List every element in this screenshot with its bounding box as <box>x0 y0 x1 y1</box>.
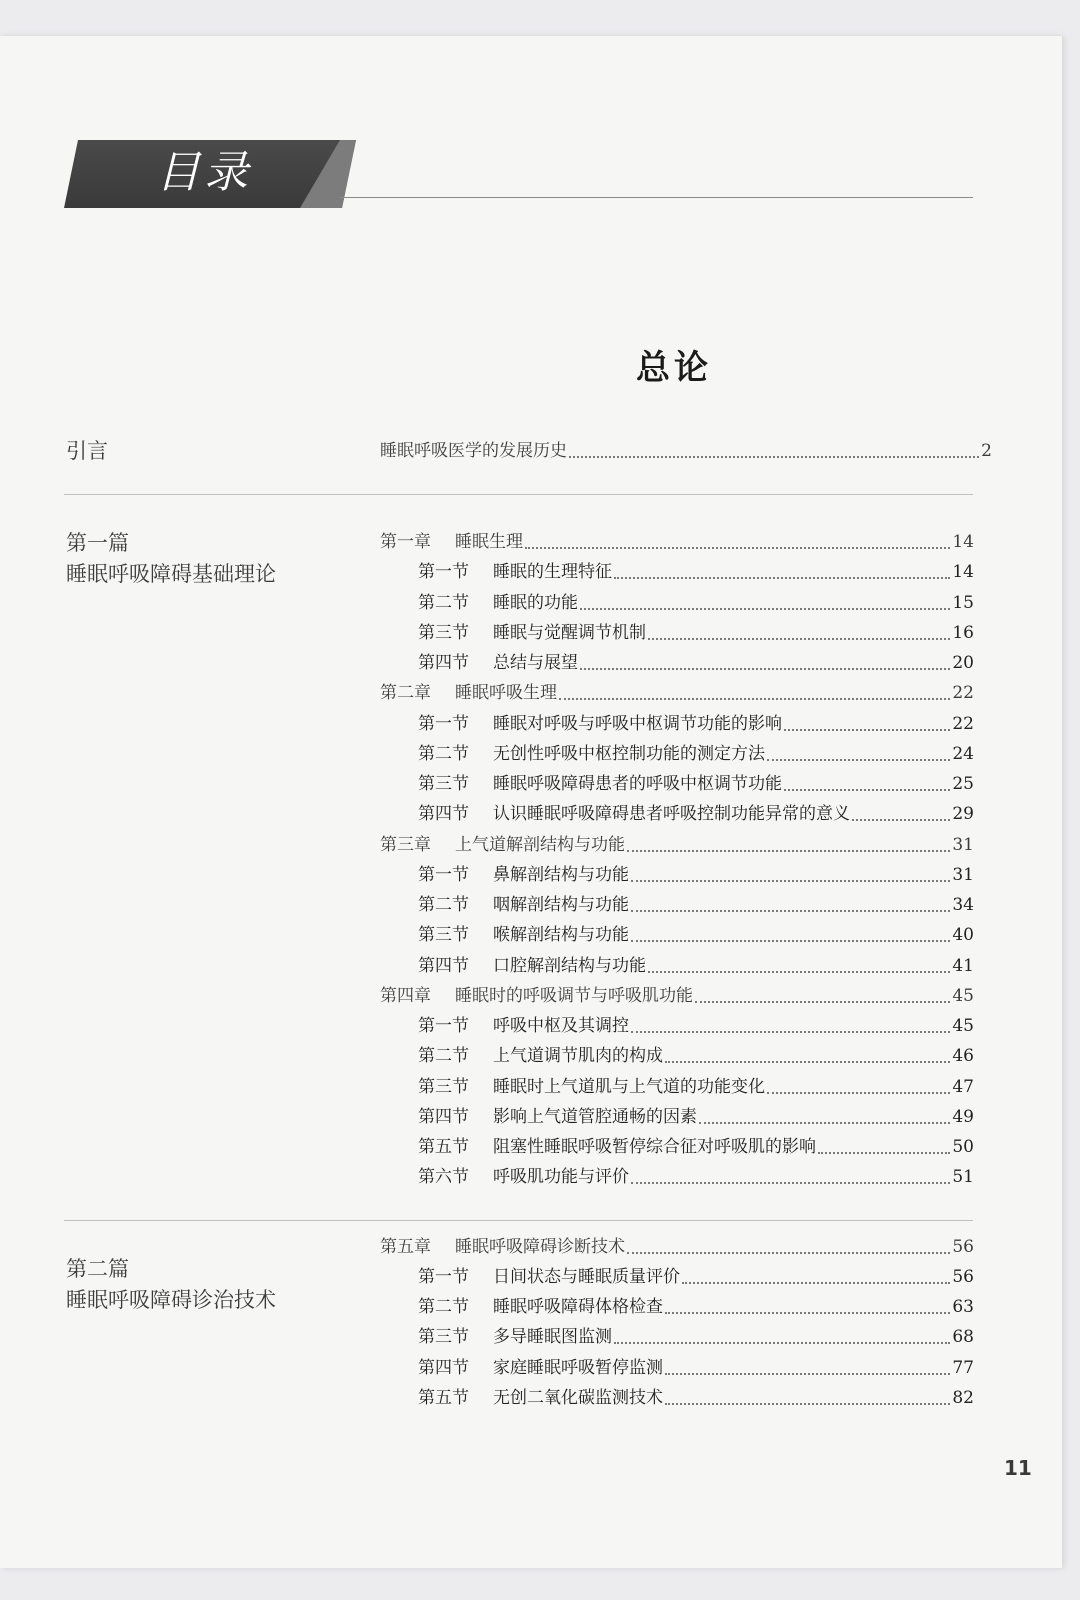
toc-entry-page: 24 <box>952 744 974 764</box>
toc-section-entry[interactable] <box>418 1136 974 1160</box>
toc-entry-title: 睡眠时的呼吸调节与呼吸肌功能 <box>455 986 693 1006</box>
toc-section-entry[interactable] <box>418 1166 974 1190</box>
toc-entry-title: 认识睡眠呼吸障碍患者呼吸控制功能异常的意义 <box>493 804 850 824</box>
toc-section-entry[interactable] <box>418 743 974 767</box>
toc-entry-title: 咽解剖结构与功能 <box>493 895 629 915</box>
dot-leader <box>631 1031 950 1033</box>
dot-leader <box>852 819 950 821</box>
toc-entry-page: 16 <box>952 623 974 643</box>
dot-leader <box>665 1312 950 1314</box>
toc-entry-title: 无创性呼吸中枢控制功能的测定方法 <box>493 744 765 764</box>
toc-entry-page: 82 <box>952 1388 974 1408</box>
toc-entry-title: 呼吸中枢及其调控 <box>493 1016 629 1036</box>
toc-entry-number: 第四节 <box>418 956 469 976</box>
toc-entry-page: 45 <box>952 986 974 1006</box>
toc-entry-page: 34 <box>952 895 974 915</box>
dot-leader <box>525 547 950 549</box>
toc-entry-page: 46 <box>952 1046 974 1066</box>
dot-leader <box>631 1182 950 1184</box>
toc-section-entry[interactable] <box>418 773 974 797</box>
dot-leader <box>682 1282 950 1284</box>
toc-entry-number: 第一章 <box>380 532 431 552</box>
toc-entry-page: 29 <box>952 804 974 824</box>
toc-entry-title: 阻塞性睡眠呼吸暂停综合征对呼吸肌的影响 <box>493 1137 816 1157</box>
toc-entry-number: 第三节 <box>418 925 469 945</box>
toc-entry-number: 第三节 <box>418 623 469 643</box>
toc-chapter-entry[interactable] <box>380 682 974 706</box>
toc-entry-title: 睡眠呼吸障碍患者的呼吸中枢调节功能 <box>493 774 782 794</box>
toc-section-entry[interactable] <box>418 1015 974 1039</box>
toc-entry-page: 50 <box>952 1137 974 1157</box>
toc-entry-number: 第二章 <box>380 683 431 703</box>
toc-section-entry[interactable] <box>418 894 974 918</box>
toc-section-entry[interactable] <box>418 1296 974 1320</box>
dot-leader <box>580 668 950 670</box>
dot-leader <box>784 789 950 791</box>
toc-entry-number: 第四节 <box>418 653 469 673</box>
toc-entry-number: 第四节 <box>418 1358 469 1378</box>
toc-entry-number: 第一节 <box>418 1267 469 1287</box>
toc-entry-title: 睡眠的功能 <box>493 593 578 613</box>
dot-leader <box>559 698 950 700</box>
toc-entry-title: 上气道解剖结构与功能 <box>455 835 625 855</box>
toc-section-entry[interactable] <box>418 803 974 827</box>
toc-section-entry[interactable] <box>418 1106 974 1130</box>
toc-entry-title: 影响上气道管腔通畅的因素 <box>493 1107 697 1127</box>
toc-entry-title: 日间状态与睡眠质量评价 <box>493 1267 680 1287</box>
toc-chapter-entry[interactable] <box>380 985 974 1009</box>
toc-section-entry[interactable] <box>418 592 974 616</box>
toc-section-entry[interactable] <box>418 924 974 948</box>
toc-entry-title: 睡眠生理 <box>455 532 523 552</box>
toc-entry-page: 22 <box>952 714 974 734</box>
toc-section-entry[interactable] <box>418 561 974 585</box>
toc-section-entry[interactable] <box>418 622 974 646</box>
toc-entry-page: 47 <box>952 1077 974 1097</box>
toc-entry-number: 第四节 <box>418 804 469 824</box>
toc-entry-number: 第四节 <box>418 1107 469 1127</box>
toc-entry-number: 第三节 <box>418 1077 469 1097</box>
toc-entry-page: 40 <box>952 925 974 945</box>
toc-entry-number: 第四章 <box>380 986 431 1006</box>
toc-entry-title: 总结与展望 <box>493 653 578 673</box>
toc-chapter-entry[interactable] <box>380 1236 974 1260</box>
toc-entry-title: 多导睡眠图监测 <box>493 1327 612 1347</box>
toc-entry-page: 20 <box>952 653 974 673</box>
toc-entry-page: 63 <box>952 1297 974 1317</box>
toc-entry-title: 睡眠的生理特征 <box>493 562 612 582</box>
dot-leader <box>627 850 950 852</box>
dot-leader <box>648 971 950 973</box>
toc-entry-number: 第五章 <box>380 1237 431 1257</box>
dot-leader <box>665 1061 950 1063</box>
part-1-number: 第一篇 <box>66 531 129 555</box>
toc-entry-title: 家庭睡眠呼吸暂停监测 <box>493 1358 663 1378</box>
dot-leader <box>614 1342 950 1344</box>
toc-entry-number: 第三节 <box>418 774 469 794</box>
part-2-title: 睡眠呼吸障碍诊治技术 <box>66 1288 276 1312</box>
page-number: 11 <box>1004 1456 1032 1480</box>
toc-entry-page: 14 <box>952 562 974 582</box>
toc-entry-page: 31 <box>952 835 974 855</box>
toc-entry-page: 68 <box>952 1327 974 1347</box>
dot-leader <box>665 1373 950 1375</box>
toc-entry-title: 鼻解剖结构与功能 <box>493 865 629 885</box>
toc-entry-title: 口腔解剖结构与功能 <box>493 956 646 976</box>
toc-entry-title: 睡眠呼吸障碍诊断技术 <box>455 1237 625 1257</box>
dot-leader <box>631 910 950 912</box>
toc-section-entry[interactable] <box>418 1045 974 1069</box>
toc-entry-page: 2 <box>981 441 992 461</box>
toc-entry-title: 上气道调节肌肉的构成 <box>493 1046 663 1066</box>
toc-entry-number: 第一节 <box>418 865 469 885</box>
toc-entry-number: 第二节 <box>418 1297 469 1317</box>
toc-entry-number: 第三节 <box>418 1327 469 1347</box>
toc-section-entry[interactable] <box>418 1076 974 1100</box>
toc-entry-page: 25 <box>952 774 974 794</box>
toc-entry-title: 睡眠呼吸障碍体格检查 <box>493 1297 663 1317</box>
toc-entry-title: 睡眠对呼吸与呼吸中枢调节功能的影响 <box>493 714 782 734</box>
toc-entry-page: 31 <box>952 865 974 885</box>
dot-leader <box>767 1092 950 1094</box>
toc-entry-number: 第一节 <box>418 714 469 734</box>
toc-chapter-entry[interactable] <box>380 834 974 858</box>
dot-leader <box>648 638 950 640</box>
toc-entry-title: 睡眠与觉醒调节机制 <box>493 623 646 643</box>
toc-entry-title: 睡眠呼吸生理 <box>455 683 557 703</box>
toc-entry-number: 第三章 <box>380 835 431 855</box>
toc-entry-page: 51 <box>952 1167 974 1187</box>
toc-entry-page: 22 <box>952 683 974 703</box>
dot-leader <box>665 1403 950 1405</box>
toc-section-entry[interactable] <box>418 1387 974 1411</box>
dot-leader <box>818 1152 950 1154</box>
toc-entry-page: 14 <box>952 532 974 552</box>
toc-entry-page: 41 <box>952 956 974 976</box>
toc-entry-page: 15 <box>952 593 974 613</box>
toc-entry-page: 77 <box>952 1358 974 1378</box>
toc-entry-page: 56 <box>952 1237 974 1257</box>
toc-section-entry[interactable] <box>418 1266 974 1290</box>
dot-leader <box>695 1001 950 1003</box>
toc-entry-title: 喉解剖结构与功能 <box>493 925 629 945</box>
part-1-title: 睡眠呼吸障碍基础理论 <box>66 562 276 586</box>
dot-leader <box>631 880 950 882</box>
dot-leader <box>784 729 950 731</box>
toc-entry-number: 第五节 <box>418 1388 469 1408</box>
intro-label: 引言 <box>66 439 108 463</box>
dot-leader <box>699 1122 950 1124</box>
dot-leader <box>631 940 950 942</box>
toc-entry-title: 呼吸肌功能与评价 <box>493 1167 629 1187</box>
toc-entry-page: 45 <box>952 1016 974 1036</box>
toc-title: 目录 <box>156 147 252 198</box>
toc-entry-number: 第二节 <box>418 895 469 915</box>
toc-entry-title: 无创二氧化碳监测技术 <box>493 1388 663 1408</box>
toc-entry-page: 49 <box>952 1107 974 1127</box>
toc-entry-number: 第一节 <box>418 1016 469 1036</box>
toc-entry-page: 56 <box>952 1267 974 1287</box>
dot-leader <box>627 1252 950 1254</box>
toc-entry-number: 第二节 <box>418 1046 469 1066</box>
toc-entry-title: 睡眠时上气道肌与上气道的功能变化 <box>493 1077 765 1097</box>
dot-leader <box>580 608 950 610</box>
toc-entry-title: 睡眠呼吸医学的发展历史 <box>380 441 567 461</box>
toc-section-entry[interactable] <box>418 864 974 888</box>
toc-entry-number: 第二节 <box>418 744 469 764</box>
toc-entry-number: 第一节 <box>418 562 469 582</box>
toc-entry-number: 第二节 <box>418 593 469 613</box>
toc-section-entry[interactable] <box>418 1357 974 1381</box>
toc-entry-number: 第六节 <box>418 1167 469 1187</box>
toc-section-entry[interactable] <box>418 1326 974 1350</box>
part-2-number: 第二篇 <box>66 1257 129 1281</box>
toc-section-entry[interactable] <box>418 713 974 737</box>
toc-entry-number: 第五节 <box>418 1137 469 1157</box>
section-heading: 总论 <box>636 348 712 388</box>
toc-section-entry[interactable] <box>418 652 974 676</box>
toc-section-entry[interactable] <box>418 955 974 979</box>
toc-chapter-entry[interactable] <box>380 531 974 555</box>
dot-leader <box>614 577 950 579</box>
dot-leader <box>767 759 950 761</box>
